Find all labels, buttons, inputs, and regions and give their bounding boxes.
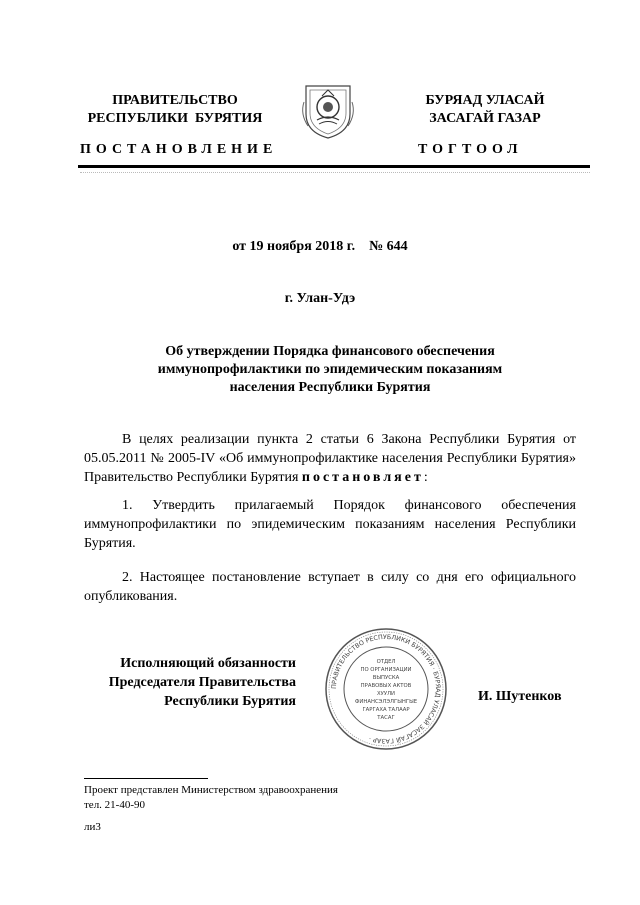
signatory-title [60, 654, 296, 711]
title-line3: населения Республики Бурятия [229, 380, 431, 395]
signatory-line2: Председателя Правительства [108, 675, 296, 690]
document-title [80, 343, 580, 397]
seal-ring-text: ПРАВИТЕЛЬСТВО РЕСПУБЛИКИ БУРЯТИЯ · БУРЯАД УЛАСАЙ ЗАСАГАЙ ГАЗАР · [330, 633, 442, 745]
decree-word: постановляет [301, 470, 424, 485]
preamble-paragraph [84, 430, 576, 487]
footer-code: ли3 [84, 821, 101, 833]
signatory-line1: Исполняющий обязанности [120, 656, 296, 671]
header-right [370, 92, 600, 128]
seal-line: ГАРГАХА ТАЛААР [362, 707, 410, 713]
seal-line: ВЫПУСКА [372, 675, 400, 681]
header-dotted-line [80, 172, 590, 173]
header-left-line2: РЕСПУБЛИКИ БУРЯТИЯ [87, 111, 263, 126]
decree-colon: : [423, 470, 428, 485]
signer-name: И. Шутенков [478, 689, 562, 704]
footer-prepared-by: Проект представлен Министерством здравоохранения [84, 784, 338, 796]
document-city: г. Улан-Удэ [284, 291, 356, 306]
header-divider [78, 165, 590, 168]
title-line1: Об утверждении Порядка финансового обеспечения [165, 344, 495, 359]
seal-line: ОТДЕЛ [376, 659, 396, 665]
item-2-paragraph: 2. Настоящее постановление вступает в силу со дня его официального опубликования. [84, 570, 576, 604]
document-date-number: от 19 ноября 2018 г. № 644 [232, 239, 408, 254]
doctype-left: ПОСТАНОВЛЕНИЕ [80, 142, 278, 157]
seal-line: ФИНАНСЭЛЭЛГЫНГЫЕ [354, 699, 418, 705]
item-1-paragraph: 1. Утвердить прилагаемый Порядок финансового обеспечения иммунопрофилактики по эпидемическим показаниям населения Республики Бурятия. [84, 498, 576, 551]
header-left-line1: ПРАВИТЕЛЬСТВО [112, 93, 238, 108]
seal-line: ТАСАГ [377, 715, 395, 721]
seal-line: ХУУЛИ [376, 691, 396, 697]
title-line2: иммунопрофилактики по эпидемическим показаниям [157, 362, 503, 377]
official-seal-icon [323, 626, 449, 752]
republic-coat-of-arms-icon [298, 80, 358, 142]
doctype-right: ТОГТООЛ [418, 142, 523, 157]
footer-phone: тел. 21-40-90 [84, 799, 146, 811]
seal-line: ПРАВОВЫХ АКТОВ [360, 683, 412, 689]
preamble-text: В целях реализации пункта 2 статьи 6 Закона Республики Бурятия от 05.05.2011 № 2005-IV «Об иммунопрофилактике населения Республики Бурятия» Правительство Республики Бурятия [84, 432, 576, 485]
header-right-line1: БУРЯАД УЛАСАЙ [425, 93, 545, 108]
header-left [50, 92, 300, 128]
svg-text:ПРАВИТЕЛЬСТВО РЕСПУБЛИКИ БУРЯТ [331, 634, 441, 745]
footer-divider [84, 778, 208, 779]
header-right-line2: ЗАСАГАЙ ГАЗАР [429, 111, 541, 126]
signatory-line3: Республики Бурятия [164, 694, 296, 709]
seal-line: ПО ОРГАНИЗАЦИИ [360, 667, 412, 673]
